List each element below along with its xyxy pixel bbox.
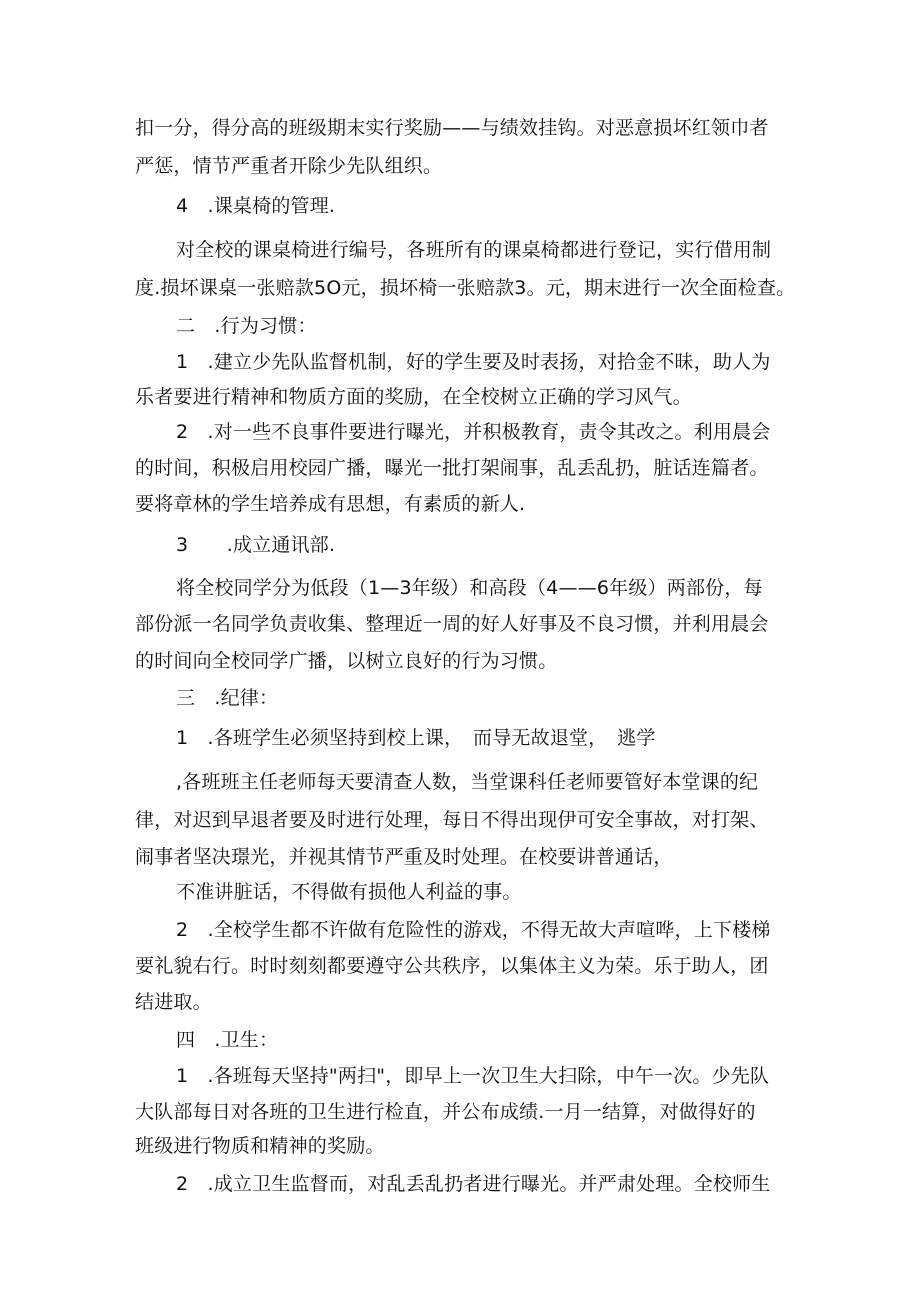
text-line: 大队部每日对各班的卫生进行检直，并公布成绩.一月一结算，对做得好的 [135,1101,756,1123]
text-line: 不准讲脏话，不得做有损他人利益的事。 [176,881,522,903]
text-line: 的时间向全校同学广播，以树立良好的行为习惯。 [135,650,558,672]
text-line: 2 .成立卫生监督而，对乱丢乱扔者进行曝光。并严肃处理。全校师生 [176,1173,771,1195]
text-line: 1 .各班学生必须坚持到校上课， 而导无故退堂， 逃学 [176,727,656,749]
text-line: 部份派一名同学负责收集、整理近一周的好人好事及不良习惯，并利用晨会 [135,613,769,635]
text-line: 对全校的课桌椅进行编号，各班所有的课桌椅都进行登记，实行借用制 [176,239,772,261]
text-line: 将全校同学分为低段（1—3年级）和高段（4——6年级）两部份，每 [176,577,763,599]
text-line: 2 .全校学生都不许做有危险性的游戏，不得无故大声喧哗，上下楼梯 [176,919,771,941]
text-line: 2 .对一些不良事件要进行曝光，并积极教育，责令其改之。利用晨会 [176,421,771,443]
text-line: 1 .各班每天坚持"两扫"，即早上一次卫生大扫除，中午一次。少先队 [176,1065,770,1087]
section-heading: 三 .纪律： [176,687,279,709]
text-line: 班级进行物质和精神的奖励。 [135,1135,385,1157]
text-line: 的时间，积极启用校园广播，曝光一批打架闹事，乱丢乱扔，脏话连篇者。 [135,457,769,479]
text-line: ,各班班主任老师每天要清查人数，当堂课科任老师要管好本堂课的纪 [176,771,759,793]
text-line: 严惩，情节严重者开除少先队组织。 [135,155,443,177]
text-line: 结进取。 [135,991,212,1013]
text-line: 1 .建立少先队监督机制，好的学生要及时表扬，对拾金不昧，助人为 [176,351,771,373]
text-line: 度.损坏课桌一张赔款5O元，损坏椅一张赔款3。元，期末进行一次全面检查。 [135,277,796,299]
section-heading: 3 .成立通讯部. [176,534,336,556]
section-heading: 二 .行为习惯： [176,315,317,337]
section-heading: 四 .卫生： [176,1029,279,1051]
text-line: 扣一分，得分高的班级期末实行奖励——与绩效挂钩。对恶意损坏红领巾者 [135,117,769,139]
text-line: 闹事者坚决璟光，并视其情节严重及时处理。在校要讲普通话， [135,846,673,868]
text-line: 要将章林的学生培养成有思想，有素质的新人. [135,493,526,515]
text-line: 律，对迟到早退者要及时进行处理，每日不得出现伊可安全事故，对打架、 [135,809,769,831]
text-line: 要礼貌右行。时时刻刻都要遵守公共秩序，以集体主义为荣。乐于助人，团 [135,955,769,977]
section-heading: 4 .课桌椅的管理. [176,195,336,217]
text-line: 乐者要进行精神和物质方面的奖励，在全校树立正确的学习风气。 [135,386,692,408]
